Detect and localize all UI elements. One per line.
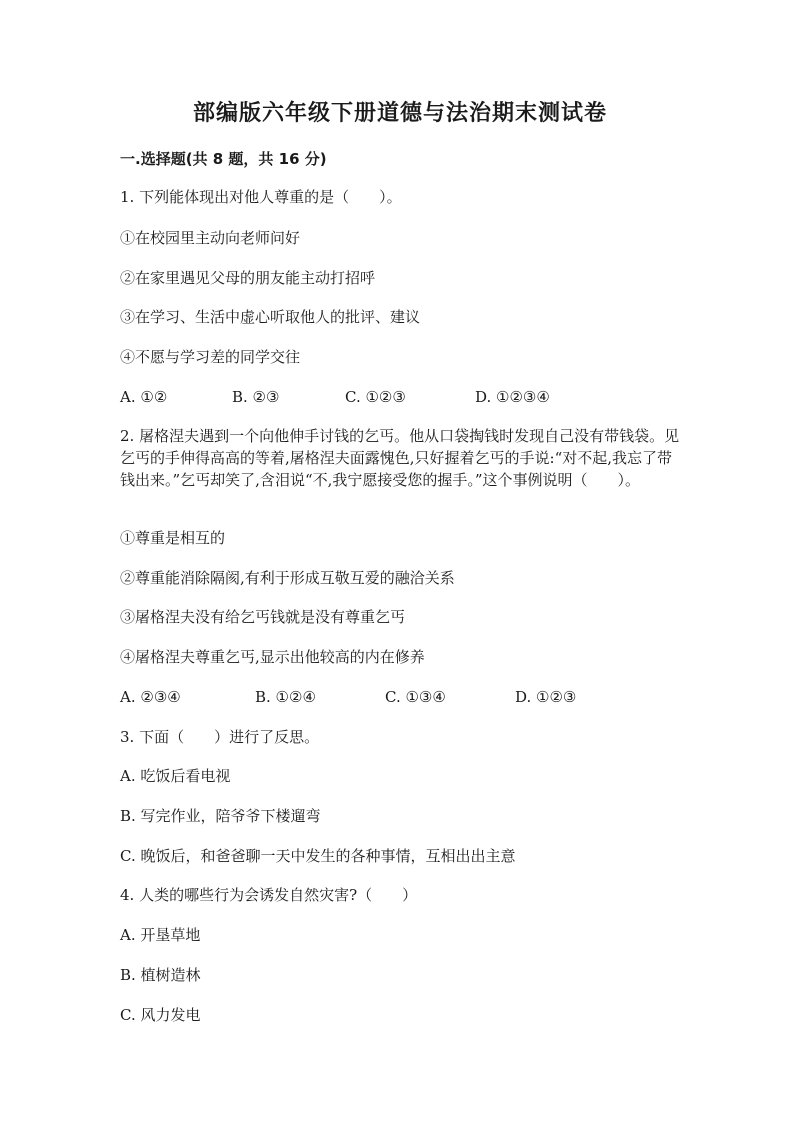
question-2-option-a: A. ②③④ [120, 688, 181, 706]
question-4-choice-a: A. 开垦草地 [120, 926, 201, 944]
question-3-choice-a: A. 吃饭后看电视 [120, 767, 231, 785]
question-2-option-d: D. ①②③ [515, 688, 577, 706]
question-2-option-c: C. ①③④ [385, 688, 446, 706]
question-1-option-c: C. ①②③ [345, 388, 406, 406]
question-1-stem: 1. 下列能体现出对他人尊重的是（ ）。 [120, 188, 402, 206]
question-2-item-4: ④屠格涅夫尊重乞丐,显示出他较高的内在修养 [120, 648, 425, 666]
question-1-option-b: B. ②③ [232, 388, 280, 406]
question-2-stem: 2. 屠格涅夫遇到一个向他伸手讨钱的乞丐。他从口袋掏钱时发现自己没有带钱袋。见乞丐的手伸得高高的等着,屠格涅夫面露愧色,只好握着乞丐的手说:“对不起,我忘了带钱出来。”乞丐却笑了,含泪说“不,我宁愿接受您的握手。”这个事例说明（ ）。 [120, 427, 680, 489]
page-title: 部编版六年级下册道德与法治期末测试卷 [192, 101, 607, 126]
question-1-item-4: ④不愿与学习差的同学交往 [120, 348, 301, 366]
question-2-item-3: ③屠格涅夫没有给乞丐钱就是没有尊重乞丐 [120, 608, 406, 626]
question-2-option-b: B. ①②④ [255, 688, 316, 706]
question-4-choice-b: B. 植树造林 [120, 966, 201, 984]
question-1-item-1: ①在校园里主动向老师问好 [120, 229, 301, 247]
question-2-item-1: ①尊重是相互的 [120, 529, 226, 547]
question-1-option-a: A. ①② [120, 388, 168, 406]
question-1-item-2: ②在家里遇见父母的朋友能主动打招呼 [120, 269, 376, 287]
question-1-option-d: D. ①②③④ [475, 388, 550, 406]
question-1-item-3: ③在学习、生活中虚心听取他人的批评、建议 [120, 308, 421, 326]
question-4-stem: 4. 人类的哪些行为会诱发自然灾害?（ ） [120, 886, 418, 904]
question-4-choice-c: C. 风力发电 [120, 1006, 201, 1024]
question-3-choice-b: B. 写完作业，陪爷爷下楼遛弯 [120, 807, 321, 825]
question-3-stem: 3. 下面（ ）进行了反思。 [120, 728, 320, 746]
question-3-choice-c: C. 晚饭后，和爸爸聊一天中发生的各种事情，互相出出主意 [120, 847, 516, 865]
question-2-item-2: ②尊重能消除隔阂,有利于形成互敬互爱的融洽关系 [120, 569, 455, 587]
section-heading: 一.选择题(共 8 题，共 16 分) [120, 150, 327, 168]
